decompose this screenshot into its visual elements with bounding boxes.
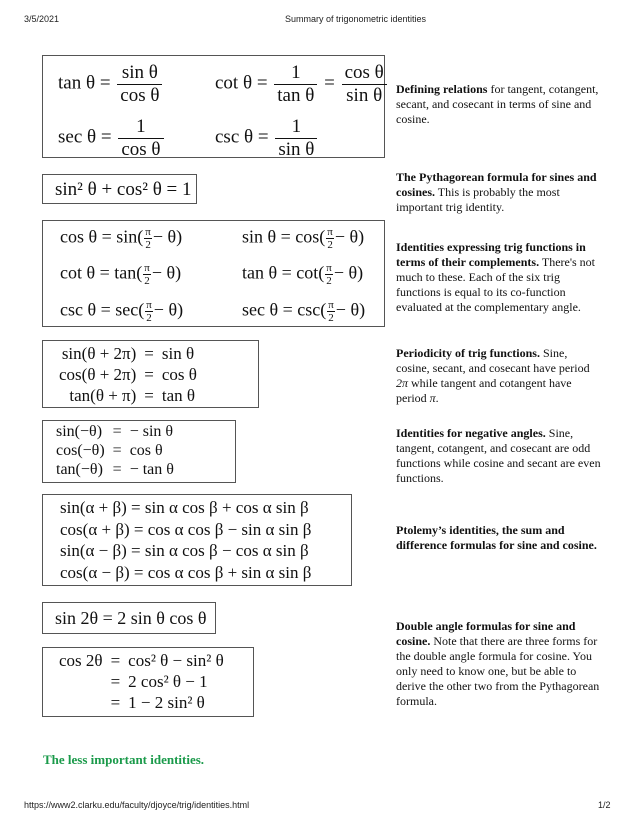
ptolemy-line: cos(α + β) = cos α cos β − sin α sin β [60, 519, 312, 539]
ptolemy-line: cos(α − β) = cos α cos β + sin α sin β [60, 562, 312, 582]
double-cos-row: cos 2θ = cos² θ − sin² θ [59, 651, 224, 670]
complements-description: Identities expressing trig functions in terms of their complements. There's not much to these. Each of the six trig functions is equal to its co-function evaluated at the complementary angle. [396, 240, 596, 314]
cot-complement: cot θ = tan( $\frac{\pi}{2}$ − θ) [60, 262, 182, 288]
csc-definition: csc θ = $\frac{1}{\text{sin θ}}$ [215, 116, 319, 161]
defining-description: Defining relations for tangent, cotangent, secant, and cosecant in terms of sine and cosine. [396, 82, 599, 126]
sec-complement: sec θ = csc( $\frac{\pi}{2}$ − θ) [242, 299, 366, 325]
cos-complement: cos θ = sin( $\frac{\pi}{2}$ − θ) [60, 226, 183, 252]
double-angle-description: Double angle formulas for sine and cosine. Note that there are three forms for the double angle formula for cosine. You only need to know one, but be able to derive the other two from the Pythagorean formula. [396, 619, 600, 708]
csc-complement: csc θ = sec( $\frac{\pi}{2}$ − θ) [60, 299, 184, 325]
ptolemy-line: sin(α + β) = sin α cos β + cos α sin β [60, 498, 309, 517]
page-number: 1/2 [598, 800, 611, 810]
periodicity-description: Periodicity of trig functions. Sine, cosine, secant, and cosecant have period 2π while tangent and cotangent have period π. [396, 346, 590, 405]
ptolemy-identities [60, 497, 311, 583]
pythagorean-description: The Pythagorean formula for sines and cosines. This is probably the most important trig identity. [396, 170, 597, 214]
less-important-link[interactable]: The less important identities. [43, 752, 205, 767]
page-title: Summary of trigonometric identities [285, 14, 427, 24]
negative-description: Identities for negative angles. Sine, tangent, cotangent, and cosecant are odd functions while cosine and secant are even functions. [396, 426, 601, 485]
tan-complement: tan θ = cot( $\frac{\pi}{2}$ − θ) [242, 262, 364, 288]
ptolemy-line: sin(α − β) = sin α cos β − cos α sin β [60, 541, 309, 560]
negative-angles-table [52, 422, 178, 479]
double-cos-table [55, 650, 228, 713]
double-cos-row: = 2 cos² θ − 1 [110, 672, 208, 691]
tan-definition: tan θ = $\frac{\text{sin θ}}{\text{cos θ}}$ [58, 62, 164, 107]
ptolemy-description: Ptolemy’s identities, the sum and difference formulas for sine and cosine. [396, 523, 597, 552]
footer-url[interactable]: https://www2.clarku.edu/faculty/djoyce/trig/identities.html [24, 800, 250, 810]
pythagorean-formula: sin² θ + cos² θ = 1 [55, 179, 192, 200]
sec-definition: sec θ = $\frac{1}{\text{cos θ}}$ [58, 116, 166, 161]
sin-complement: sin θ = cos( $\frac{\pi}{2}$ − θ) [242, 226, 365, 252]
negative-row: cos(−θ) = cos θ [56, 442, 163, 459]
periodicity-row: cos(θ + 2π) = cos θ [59, 365, 197, 384]
double-sin-formula: sin 2θ = 2 sin θ cos θ [55, 608, 207, 628]
cot-definition: cot θ = $\frac{1}{\text{tan θ}}$ = $\frac{\text{cos θ}}{\text{sin θ}}$ [215, 62, 389, 107]
periodicity-table [55, 343, 201, 406]
negative-row: sin(−θ) = − sin θ [56, 423, 174, 440]
negative-row: tan(−θ) = − tan θ [56, 461, 174, 478]
periodicity-row: sin(θ + 2π) = sin θ [61, 344, 195, 363]
print-date: 3/5/2021 [24, 14, 60, 24]
double-cos-row: = 1 − 2 sin² θ [110, 693, 205, 712]
periodicity-row: tan(θ + π) = tan θ [69, 386, 196, 405]
